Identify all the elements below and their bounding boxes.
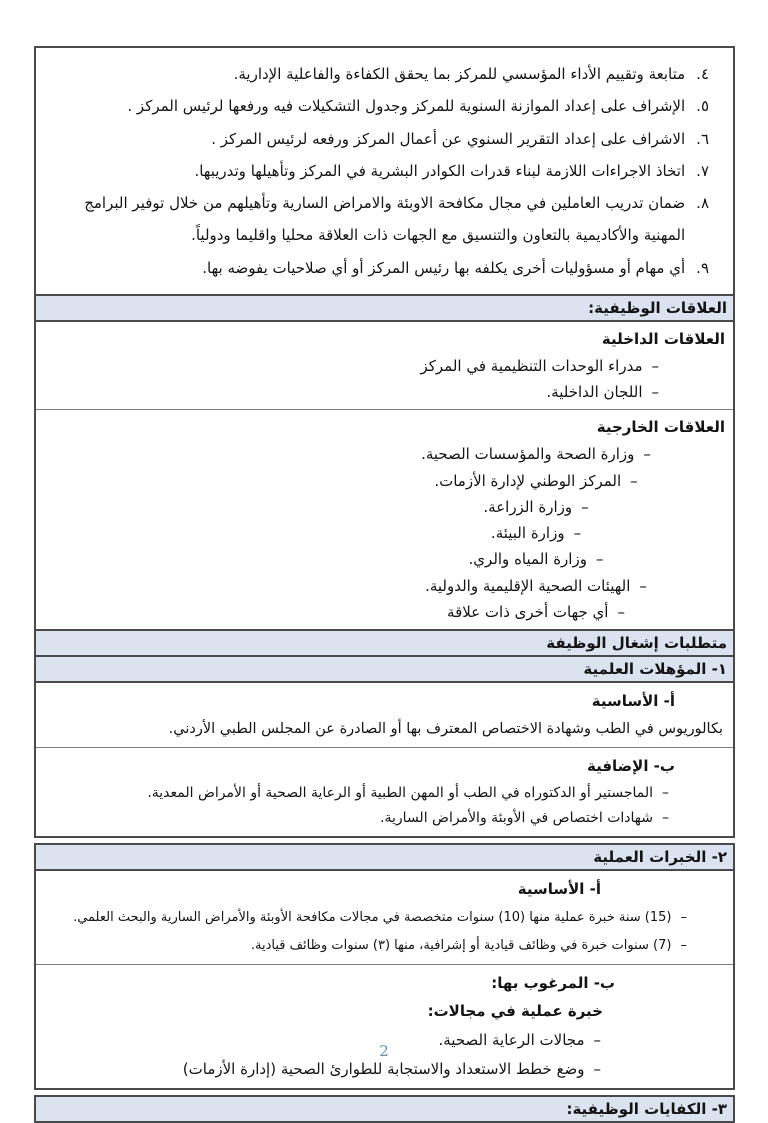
list-item: [42, 353, 659, 379]
additional-label: ب- الإضافية: [586, 757, 675, 776]
list-item: [42, 806, 669, 832]
dash-bullet: –: [680, 937, 687, 953]
experience-basic-row: [36, 871, 733, 963]
list-item-text: اللجان الداخلية.: [546, 383, 643, 401]
section-header-experience: [36, 845, 733, 871]
dash-bullet: –: [639, 576, 647, 595]
duty-text: متابعة وتقييم الأداء المؤسسي للمركز بما يحقق الكفاءة والفاعلية الإدارية.: [233, 65, 686, 83]
list-item-text: شهادات اختصاص في الأوبئة والأمراض السارية.: [380, 810, 653, 827]
list-item: [345, 468, 727, 494]
list-item: [345, 599, 727, 625]
list-item-text: أي جهات أخرى ذات علاقة: [447, 602, 609, 621]
basic-label: أ- الأساسية: [517, 880, 601, 899]
list-item: [42, 932, 687, 960]
list-item-text: وزارة المياه والري.: [468, 550, 587, 569]
table-block-main: [34, 46, 735, 838]
duty-number: ٤.: [696, 65, 709, 83]
duty-text: اتخاذ الاجراءات اللازمة لبناء قدرات الكوادر البشرية في المركز وتأهيلها وتدريبها.: [194, 161, 686, 180]
dash-bullet: –: [643, 445, 651, 464]
dash-bullet: –: [662, 784, 669, 801]
list-item-text: مجالات الرعاية الصحية.: [438, 1030, 585, 1049]
desired-label: ب- المرغوب بها:: [491, 973, 615, 992]
section-header-competencies: [36, 1097, 733, 1121]
duty-number: ٦.: [696, 129, 709, 148]
list-item: [42, 904, 687, 932]
duty-text: الاشراف على إعداد التقرير السنوي عن أعمال المركز ورفعه لرئيس المركز .: [211, 129, 686, 148]
experience-basic-list: [42, 904, 727, 960]
duties-row: [36, 48, 733, 294]
section-header-label: ١- المؤهلات العلمية: [583, 660, 727, 678]
dash-bullet: –: [630, 471, 638, 490]
list-item: [42, 781, 669, 807]
dash-bullet: –: [595, 550, 604, 569]
duty-number: ٩.: [696, 258, 709, 277]
internal-relations-list: [42, 353, 727, 406]
basic-text: بكالوريوس في الطب وشهادة الاختصاص المعترف بها أو الصادرة عن المجلس الطبي الأردني.: [168, 720, 723, 737]
dash-bullet: –: [662, 810, 669, 827]
list-item: [42, 379, 659, 405]
dash-bullet: –: [593, 1059, 601, 1078]
dash-bullet: –: [581, 497, 589, 516]
basic-label: أ- الأساسية: [591, 692, 675, 710]
list-item: [345, 494, 727, 520]
dash-bullet: –: [680, 909, 687, 925]
duty-number: ٧.: [696, 161, 709, 180]
list-item-text: وضع خطط الاستعداد والاستجابة للطوارئ الصحية (إدارة الأزمات): [182, 1059, 585, 1078]
experience-desired-row: [36, 964, 733, 1089]
section-header-label: العلاقات الوظيفية:: [588, 298, 727, 317]
internal-relations-row: [36, 322, 733, 410]
qualifications-additional-row: [36, 747, 733, 836]
section-header-label: متطلبات إشغال الوظيفة: [546, 634, 727, 652]
external-relations-title: العلاقات الخارجية: [596, 418, 725, 437]
list-item: [345, 573, 727, 599]
section-header-qualifications: [36, 657, 733, 683]
section-header-job-requirements: [36, 629, 733, 657]
duty-number: ٨.: [696, 194, 709, 212]
list-item: [345, 520, 727, 546]
dash-bullet: –: [593, 1030, 601, 1049]
dash-bullet: –: [617, 602, 625, 621]
list-item-text: المركز الوطني لإدارة الأزمات.: [434, 471, 622, 490]
list-item-text: الماجستير أو الدكتوراه في الطب أو المهن الطبية أو الرعاية الصحية أو الأمراض المعدية.: [147, 784, 653, 801]
external-relations-row: [36, 409, 733, 629]
desired-subtitle: خبرة عملية في مجالات:: [427, 1002, 603, 1021]
duty-item: [50, 123, 709, 155]
additional-list: [42, 781, 727, 833]
duty-text: الإشراف على إعداد الموازنة السنوية للمركز وجدول التشكيلات فيه ورفعها لرئيس المركز .: [127, 97, 686, 116]
table-block-competencies: [34, 1095, 735, 1123]
duty-item: [50, 155, 709, 187]
section-header-label: ٣- الكفايات الوظيفية:: [566, 1100, 727, 1119]
list-item: [345, 546, 727, 572]
duty-text: أي مهام أو مسؤوليات أخرى يكلفه بها رئيس المركز أو أي صلاحيات يفوضه بها.: [202, 258, 686, 277]
list-item-text: الهيئات الصحية الإقليمية والدولية.: [425, 576, 631, 595]
duty-item: [50, 90, 709, 122]
list-item: [345, 441, 727, 467]
dash-bullet: –: [651, 383, 659, 401]
list-item-text: وزارة الزراعة.: [483, 497, 573, 516]
external-relations-list: [345, 441, 727, 625]
list-item-text: (7) سنوات خبرة في وظائف قيادية أو إشرافية، منها (٣) سنوات وظائف قيادية.: [250, 937, 672, 953]
duty-item: [50, 187, 709, 252]
section-header-label: ٢- الخبرات العملية: [593, 848, 727, 867]
internal-relations-title: العلاقات الداخلية: [601, 329, 725, 348]
duty-text: ضمان تدريب العاملين في مجال مكافحة الاوبئة والامراض السارية وتأهيلهم من خلال توفير البرامج المهنية والأكاديمية بالتعاون والتنسيق مع الجهات ذات العلاقة محليا واقليما ودولياً.: [84, 194, 686, 245]
list-item-text: وزارة الصحة والمؤسسات الصحية.: [421, 445, 635, 464]
duty-item: [50, 252, 709, 284]
dash-bullet: –: [573, 524, 582, 542]
section-header-functional-relations: [36, 294, 733, 322]
job-description-table: [34, 46, 735, 1123]
duty-number: ٥.: [696, 97, 709, 116]
qualifications-basic-row: [36, 683, 733, 747]
list-item-text: (15) سنة خبرة عملية منها (10) سنوات متخصصة في مجالات مكافحة الأوبئة والأمراض السارية والبحث العلمي.: [73, 909, 672, 925]
list-item-text: وزارة البيئة.: [490, 524, 565, 542]
duty-item: [50, 58, 709, 90]
dash-bullet: –: [651, 356, 659, 375]
list-item-text: مدراء الوحدات التنظيمية في المركز: [420, 356, 643, 375]
page-number: 2: [379, 1042, 389, 1060]
